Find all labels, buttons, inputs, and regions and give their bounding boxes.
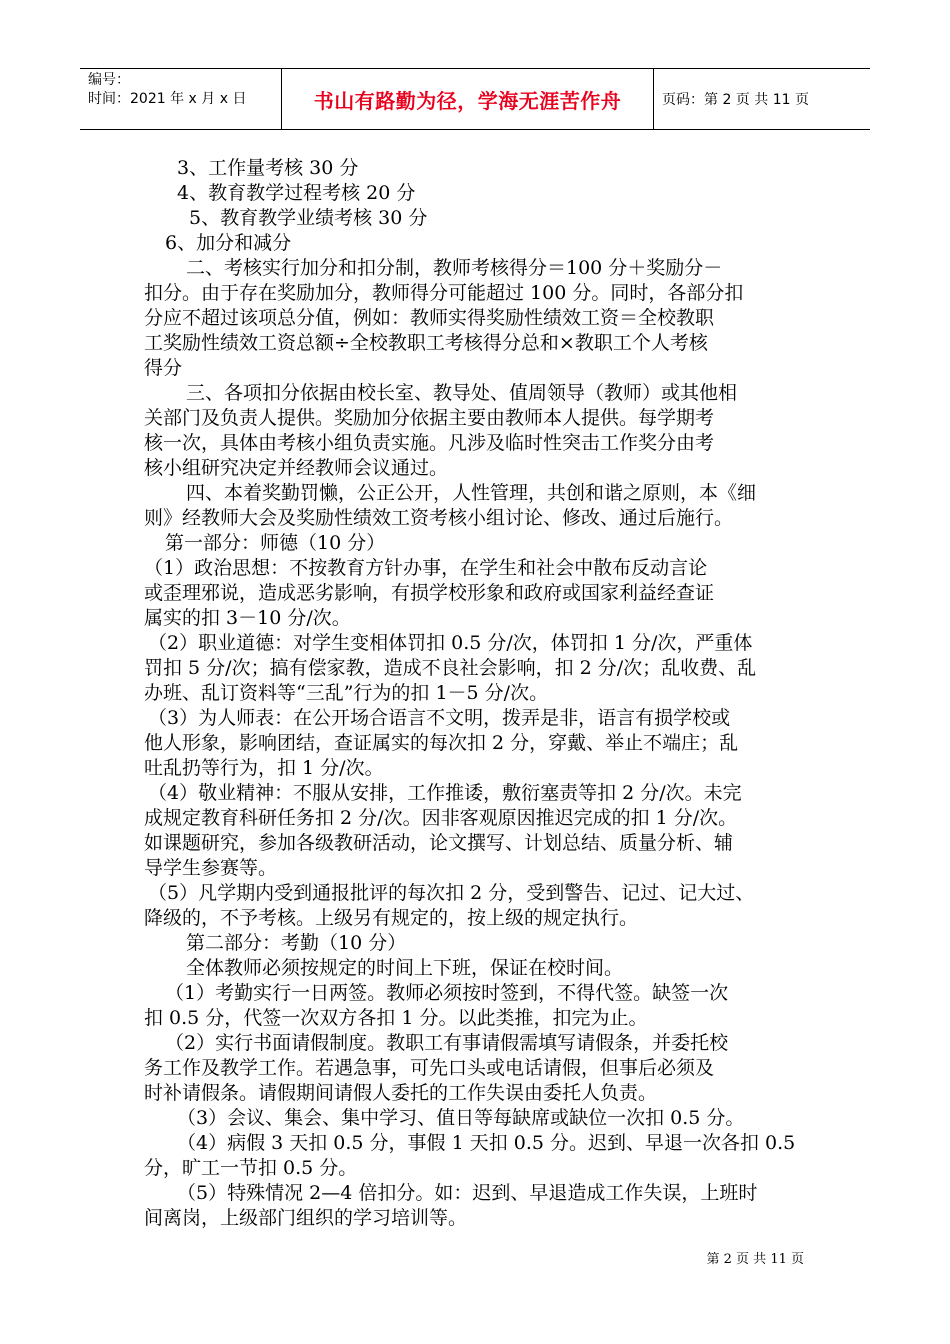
text-line: 6、加分和减分 <box>165 232 292 254</box>
text-line: 4、教育教学过程考核 20 分 <box>177 182 416 204</box>
text-line: （2）职业道德：对学生变相体罚扣 0.5 分/次，体罚扣 1 分/次，严重体 <box>148 632 753 654</box>
page-footer: 第 2 页 共 11 页 <box>706 1252 804 1267</box>
section-heading: 第一部分：师德（10 分） <box>165 532 386 554</box>
document-number-label: 编号： <box>88 72 130 88</box>
text-line: （5）凡学期内受到通报批评的每次扣 2 分，受到警告、记过、记大过、 <box>148 882 755 904</box>
text-line: （4）敬业精神：不服从安排，工作推诿，敷衍塞责等扣 2 分/次。未完 <box>148 782 742 804</box>
header-meta <box>80 69 282 129</box>
header-motto: 书山有路勤为径，学海无涯苦作舟 <box>282 69 654 129</box>
text-line: （3）为人师表：在公开场合语言不文明，拨弄是非，语言有损学校或 <box>148 707 731 729</box>
text-line: （4）病假 3 天扣 0.5 分，事假 1 天扣 0.5 分。迟到、早退一次各扣 0.5 <box>177 1132 796 1154</box>
text-line: 务工作及教学工作。若遇急事，可先口头或电话请假，但事后必须及 <box>144 1057 715 1079</box>
document-date: 时间：2021 年 x 月 x 日 <box>88 91 247 107</box>
text-line: 降级的，不予考核。上级另有规定的，按上级的规定执行。 <box>144 907 639 929</box>
text-line: 核小组研究决定并经教师会议通过。 <box>144 457 449 479</box>
text-line: （5）特殊情况 2—4 倍扣分。如：迟到、早退造成工作失误，上班时 <box>177 1182 758 1204</box>
text-line: 全体教师必须按规定的时间上下班，保证在校时间。 <box>186 957 624 979</box>
text-line: （2）实行书面请假制度。教职工有事请假需填写请假条，并委托校 <box>165 1032 729 1054</box>
text-line: 吐乱扔等行为，扣 1 分/次。 <box>144 757 384 779</box>
text-line: 分，旷工一节扣 0.5 分。 <box>144 1157 358 1179</box>
text-line: 他人形象，影响团结，查证属实的每次扣 2 分，穿戴、举止不端庄；乱 <box>144 732 739 754</box>
text-line: 如课题研究，参加各级教研活动，论文撰写、计划总结、质量分析、辅 <box>144 832 734 854</box>
text-line: 三、各项扣分依据由校长室、教导处、值周领导（教师）或其他相 <box>186 382 738 404</box>
text-line: 四、本着奖勤罚懒，公正公开，人性管理，共创和谐之原则，本《细 <box>186 482 757 504</box>
text-line: 时补请假条。请假期间请假人委托的工作失误由委托人负责。 <box>144 1082 658 1104</box>
text-line: 分应不超过该项总分值，例如：教师实得奖励性绩效工资＝全校教职 <box>144 307 715 329</box>
text-line: 办班、乱订资料等“三乱”行为的扣 1－5 分/次。 <box>144 682 549 704</box>
text-line: 则》经教师大会及奖励性绩效工资考核小组讨论、修改、通过后施行。 <box>144 507 734 529</box>
page-header <box>80 68 870 130</box>
text-line: 二、考核实行加分和扣分制，教师考核得分＝100 分＋奖励分－ <box>186 257 723 279</box>
text-line: 属实的扣 3－10 分/次。 <box>144 607 351 629</box>
text-line: 扣 0.5 分，代签一次双方各扣 1 分。以此类推，扣完为止。 <box>144 1007 648 1029</box>
text-line: 工奖励性绩效工资总额÷全校教职工考核得分总和×教职工个人考核 <box>144 332 708 354</box>
text-line: 关部门及负责人提供。奖励加分依据主要由教师本人提供。每学期考 <box>144 407 715 429</box>
text-line: 成规定教育科研任务扣 2 分/次。因非客观原因推迟完成的扣 1 分/次。 <box>144 807 738 829</box>
text-line: 扣分。由于存在奖励加分，教师得分可能超过 100 分。同时，各部分扣 <box>144 282 744 304</box>
text-line: （3）会议、集会、集中学习、值日等每缺席或缺位一次扣 0.5 分。 <box>177 1107 745 1129</box>
text-line: 间离岗，上级部门组织的学习培训等。 <box>144 1207 468 1229</box>
text-line: （1）政治思想：不按教育方针办事，在学生和社会中散布反动言论 <box>144 557 708 579</box>
text-line: 核一次，具体由考核小组负责实施。凡涉及临时性突击工作奖分由考 <box>144 432 715 454</box>
text-line: 罚扣 5 分/次；搞有偿家教，造成不良社会影响，扣 2 分/次；乱收费、乱 <box>144 657 757 679</box>
text-line: 5、教育教学业绩考核 30 分 <box>189 207 428 229</box>
section-heading: 第二部分：考勤（10 分） <box>186 932 407 954</box>
text-line: 或歪理邪说，造成恶劣影响，有损学校形象和政府或国家利益经查证 <box>144 582 715 604</box>
document-body <box>144 156 814 1231</box>
header-page-info: 页码：第 2 页 共 11 页 <box>662 92 809 108</box>
text-line: 得分 <box>144 357 183 379</box>
text-line: 3、工作量考核 30 分 <box>177 157 359 179</box>
text-line: 导学生参赛等。 <box>144 857 278 879</box>
text-line: （1）考勤实行一日两签。教师必须按时签到，不得代签。缺签一次 <box>165 982 729 1004</box>
